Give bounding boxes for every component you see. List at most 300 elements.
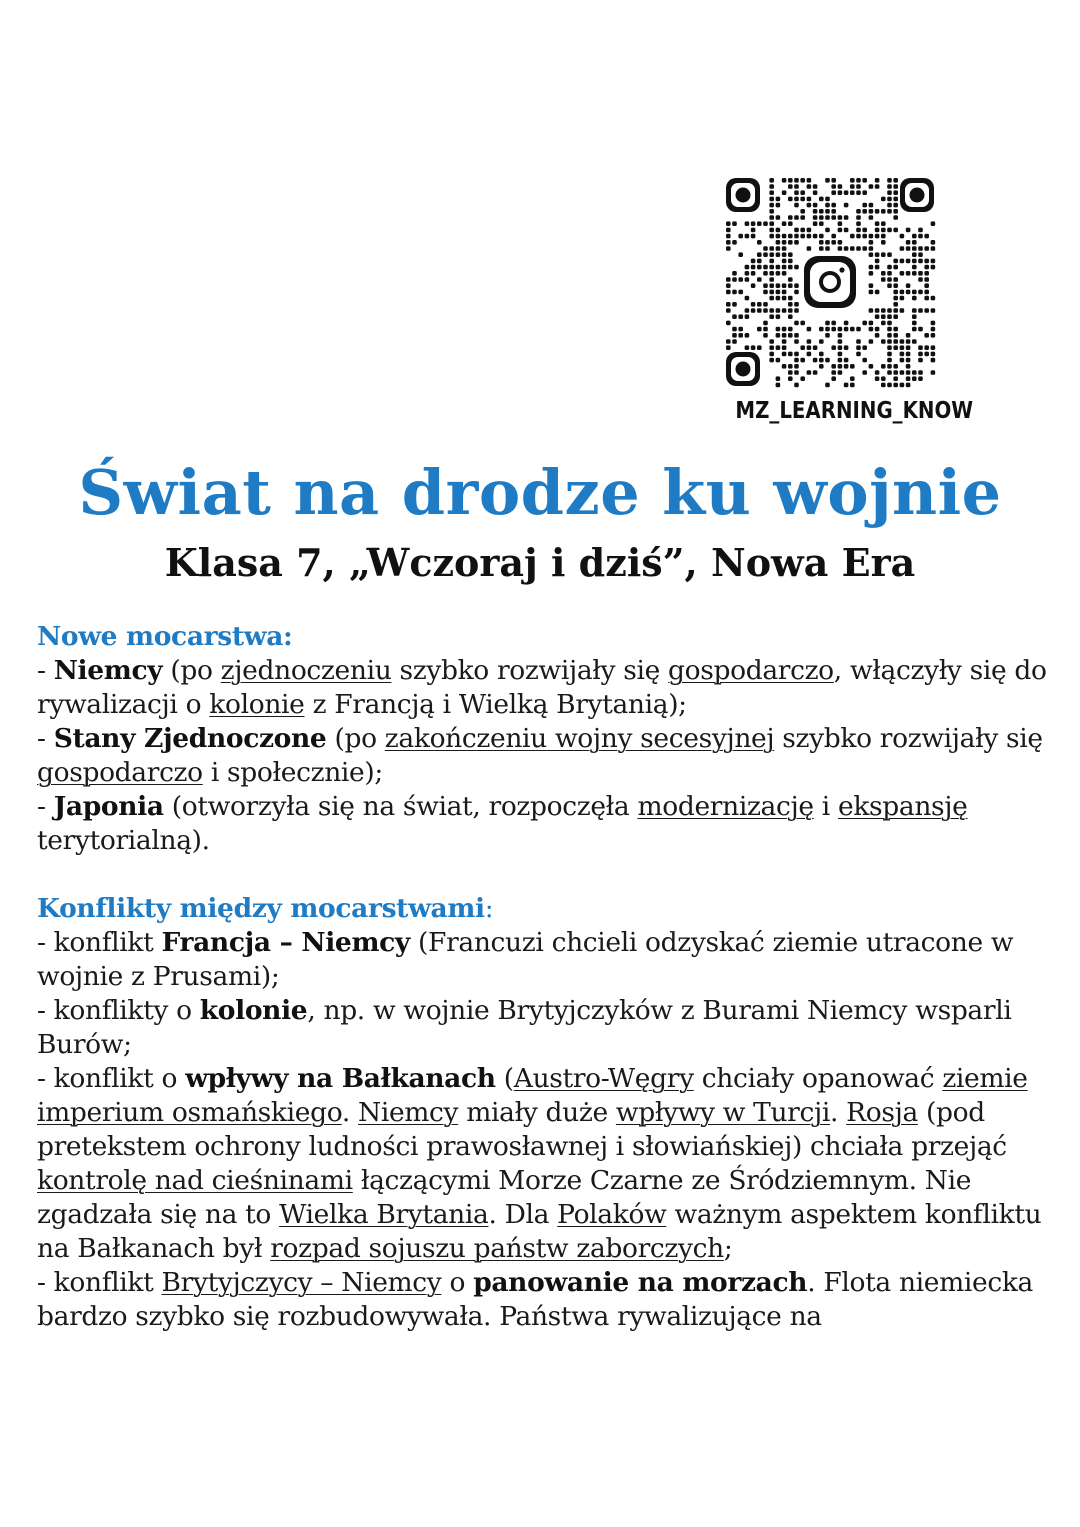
qr-dot [769,228,774,233]
qr-dot [918,271,923,276]
qr-dot [825,358,830,363]
qr-dot [850,364,855,369]
qr-dot [887,197,892,202]
qr-dot [745,271,750,276]
qr-dot [782,352,787,357]
qr-dot [838,339,843,344]
qr-dot [831,190,836,195]
qr-dot [881,240,886,245]
qr-dot [794,283,799,288]
qr-dot [875,209,880,214]
qr-dot [900,308,905,313]
qr-dot [782,290,787,295]
qr-dot [757,277,762,282]
qr-dot [912,240,917,245]
qr-dot [782,221,787,226]
qr-dot [838,352,843,357]
qr-dot [819,209,824,214]
qr-dot [819,240,824,245]
qr-dot [788,221,793,226]
qr-dot [819,358,824,363]
qr-dot [794,321,799,326]
qr-dot [906,364,911,369]
qr-dot [887,383,892,388]
qr-dot [794,339,799,344]
qr-dot [893,302,898,307]
qr-dot [875,178,880,183]
qr-dot [788,308,793,313]
instagram-qr-code[interactable] [724,176,936,388]
qr-dot [769,190,774,195]
qr-dot [856,234,861,239]
qr-dot [831,234,836,239]
qr-dot [887,228,892,233]
qr-dot [825,228,830,233]
qr-dot [769,252,774,257]
qr-dot [893,215,898,220]
qr-dot [732,339,737,344]
qr-dot [776,327,781,332]
qr-dot [906,333,911,338]
qr-dot [931,321,936,326]
qr-dot [838,228,843,233]
qr-dot [906,352,911,357]
section-heading-conflicts: Konflikty między mocarstwami: [37,893,494,924]
qr-dot [838,333,843,338]
qr-dot [794,364,799,369]
qr-dot [819,221,824,226]
qr-dot [844,327,849,332]
qr-dot [819,246,824,251]
qr-dot [782,345,787,350]
qr-dot [794,383,799,388]
qr-dot [769,178,774,183]
qr-dot [875,290,880,295]
qr-dot [912,376,917,381]
qr-dot [862,190,867,195]
qr-dot [788,364,793,369]
qr-dot [881,277,886,282]
qr-dot [844,228,849,233]
qr-dot [738,252,743,257]
qr-dot [763,290,768,295]
qr-dot [794,215,799,220]
qr-dot [881,234,886,239]
qr-dot [893,184,898,189]
qr-dot [912,290,917,295]
qr-dot [869,308,874,313]
qr-dot [862,345,867,350]
qr-dot [782,252,787,257]
qr-dot [788,327,793,332]
qr-dot [906,259,911,264]
qr-dot [838,240,843,245]
qr-dot [850,190,855,195]
qr-dot [838,246,843,251]
qr-dot [906,376,911,381]
qr-dot [869,234,874,239]
qr-dot [819,197,824,202]
qr-dot [869,327,874,332]
list-item: - konflikty o kolonie, np. w wojnie Brytyjczyków z Burami Niemcy wsparli Burów; [37,995,1012,1060]
qr-dot [869,321,874,326]
qr-dot [924,234,929,239]
qr-dot [769,203,774,208]
qr-dot [844,345,849,350]
qr-dot [751,259,756,264]
qr-dot [887,321,892,326]
qr-dot [745,314,750,319]
qr-dot [887,209,892,214]
qr-dot [931,370,936,375]
qr-dot [869,240,874,245]
qr-dot [800,321,805,326]
qr-dot [769,209,774,214]
qr-dot [924,277,929,282]
qr-dot [906,290,911,295]
qr-dot [769,358,774,363]
qr-dot [924,283,929,288]
qr-dot [893,314,898,319]
qr-dot [918,277,923,282]
qr-dot [813,190,818,195]
qr-dot [763,265,768,270]
qr-dot [844,190,849,195]
qr-dot [912,308,917,313]
qr-dot [881,209,886,214]
qr-dot [757,259,762,264]
qr-dot [794,190,799,195]
qr-dot [875,221,880,226]
qr-dot [893,283,898,288]
qr-dot [831,178,836,183]
qr-dot [738,333,743,338]
qr-dot [869,290,874,295]
qr-dot [751,221,756,226]
qr-dot [875,376,880,381]
qr-dot [875,265,880,270]
qr-dot [732,240,737,245]
qr-dot [782,259,787,264]
qr-dot [862,228,867,233]
qr-dot [862,246,867,251]
qr-dot [807,184,812,189]
qr-dot [769,221,774,226]
qr-dot [776,234,781,239]
qr-dot [776,345,781,350]
qr-dot [931,265,936,270]
qr-dot [850,234,855,239]
qr-dot [738,314,743,319]
qr-dot [887,339,892,344]
qr-dot [763,221,768,226]
qr-dot [887,308,892,313]
qr-dot [745,333,750,338]
qr-dot [900,234,905,239]
qr-dot [813,215,818,220]
qr-dot [794,308,799,313]
qr-dot [751,271,756,276]
qr-dot [844,358,849,363]
qr-dot [788,259,793,264]
qr-dot [800,209,805,214]
qr-dot [776,197,781,202]
list-item: - konflikt Francja – Niemcy (Francuzi chcieli odzyskać ziemie utracone w wojnie z Prusami); [37,927,1014,992]
qr-dot [856,215,861,220]
qr-dot [769,246,774,251]
qr-dot [887,333,892,338]
qr-dot [745,221,750,226]
qr-dot [875,308,880,313]
qr-dot [788,234,793,239]
qr-dot [900,352,905,357]
qr-dot [769,345,774,350]
qr-dot [788,283,793,288]
qr-dot [776,383,781,388]
qr-dot [807,197,812,202]
qr-dot [856,345,861,350]
qr-dot [856,190,861,195]
qr-dot [782,265,787,270]
qr-dot [776,314,781,319]
qr-dot [807,345,812,350]
qr-dot [887,283,892,288]
qr-dot [869,246,874,251]
qr-dot [893,209,898,214]
qr-dot [788,215,793,220]
qr-dot [813,184,818,189]
qr-dot [819,364,824,369]
qr-dot [862,203,867,208]
qr-dot [862,209,867,214]
qr-dot [869,283,874,288]
qr-dot [813,345,818,350]
qr-dot [844,215,849,220]
qr-dot [782,246,787,251]
qr-dot [893,277,898,282]
qr-dot [862,234,867,239]
qr-dot [900,358,905,363]
qr-dot [844,364,849,369]
qr-dot [769,265,774,270]
page-title: Świat na drodze ku wojnie [78,456,1002,529]
qr-dot [912,246,917,251]
section-heading-new-powers: Nowe mocarstwa: [37,621,293,652]
qr-dot [782,339,787,344]
list-item: - Japonia (otworzyła się na świat, rozpoczęła modernizację i ekspansję terytorialną). [37,791,968,856]
qr-dot [726,221,731,226]
qr-dot [881,271,886,276]
notes-body [37,620,1047,1334]
qr-dot [763,246,768,251]
qr-dot [887,358,892,363]
instagram-qr-block [720,176,974,424]
qr-dot [831,240,836,245]
qr-dot [726,246,731,251]
qr-dot [751,234,756,239]
qr-dot [732,290,737,295]
qr-dot [906,228,911,233]
qr-dot [763,327,768,332]
qr-dot [794,234,799,239]
qr-dot [825,333,830,338]
qr-dot [869,184,874,189]
qr-dot [769,296,774,301]
qr-dot [763,271,768,276]
qr-dot [757,327,762,332]
qr-dot [819,234,824,239]
qr-dot [732,302,737,307]
qr-dot [887,265,892,270]
qr-dot [769,197,774,202]
qr-dot [924,271,929,276]
qr-dot [838,215,843,220]
qr-dot [794,333,799,338]
qr-dot [906,370,911,375]
page-subtitle: Klasa 7, „Wczoraj i dziś”, Nowa Era [164,540,916,585]
qr-dot [769,215,774,220]
qr-dot [856,184,861,189]
qr-dot [738,327,743,332]
qr-dot [831,209,836,214]
qr-dot [912,327,917,332]
qr-dot [807,352,812,357]
qr-dot [838,190,843,195]
qr-dot [893,339,898,344]
qr-dot [856,178,861,183]
qr-dot [844,383,849,388]
qr-dot [726,321,731,326]
qr-dot [918,370,923,375]
qr-dot [893,308,898,313]
qr-dot [763,321,768,326]
qr-dot [900,296,905,301]
qr-dot [838,184,843,189]
qr-dot [751,283,756,288]
qr-dot [862,358,867,363]
qr-dot [776,228,781,233]
qr-dot [831,184,836,189]
qr-dot [776,333,781,338]
qr-dot [782,190,787,195]
qr-dot [912,296,917,301]
qr-dot [881,383,886,388]
qr-dot [875,333,880,338]
qr-dot [788,352,793,357]
qr-dot [856,339,861,344]
qr-dot [800,345,805,350]
qr-dot [776,240,781,245]
qr-dot [881,321,886,326]
qr-dot [931,333,936,338]
qr-dot [800,228,805,233]
qr-dot [893,203,898,208]
qr-dot [906,240,911,245]
qr-dot [726,345,731,350]
qr-dot [906,383,911,388]
qr-dot [838,370,843,375]
qr-dot [800,190,805,195]
qr-dot [763,302,768,307]
qr-dot [918,376,923,381]
qr-dot [887,178,892,183]
qr-dot [906,339,911,344]
qr-dot [763,308,768,313]
qr-dot [931,345,936,350]
qr-dot [800,215,805,220]
qr-dot [856,352,861,357]
qr-dot [831,345,836,350]
qr-dot [794,203,799,208]
qr-dot [819,339,824,344]
qr-dot [788,265,793,270]
qr-dot [893,327,898,332]
qr-dot [788,277,793,282]
qr-dot [893,370,898,375]
qr-dot [900,271,905,276]
qr-dot [887,252,892,257]
qr-dot [912,271,917,276]
qr-dot [807,228,812,233]
qr-dot [757,308,762,313]
qr-dot [794,197,799,202]
qr-dot [893,364,898,369]
qr-dot [906,271,911,276]
qr-dot [862,178,867,183]
qr-dot [794,358,799,363]
qr-dot [825,197,830,202]
qr-dot [931,221,936,226]
qr-dot [850,383,855,388]
qr-dot [732,314,737,319]
qr-dot [887,345,892,350]
qr-dot [769,277,774,282]
qr-dot [807,203,812,208]
list-item: - Niemcy (po zjednoczeniu szybko rozwijały się gospodarczo, włączyły się do rywalizacji o kolonie z Francją i Wielką Brytanią); [37,655,1047,720]
qr-dot [782,296,787,301]
qr-dot [893,290,898,295]
qr-dot [782,178,787,183]
qr-dot [751,345,756,350]
qr-dot [875,314,880,319]
qr-dot [900,345,905,350]
qr-dot [794,265,799,270]
qr-dot [931,296,936,301]
qr-dot [732,327,737,332]
qr-dot [807,234,812,239]
qr-dot [918,345,923,350]
qr-dot [745,296,750,301]
qr-dot [807,370,812,375]
qr-dot [856,209,861,214]
qr-dot [881,364,886,369]
qr-dot [918,352,923,357]
qr-dot [924,333,929,338]
qr-dot [751,265,756,270]
qr-dot [807,339,812,344]
qr-dot [831,370,836,375]
qr-dot [794,370,799,375]
qr-dot [800,234,805,239]
qr-dot [875,252,880,257]
qr-dot [887,370,892,375]
qr-dot [831,203,836,208]
qr-dot [881,314,886,319]
qr-dot [869,215,874,220]
qr-dot [751,302,756,307]
qr-dot [831,364,836,369]
qr-dot [813,203,818,208]
